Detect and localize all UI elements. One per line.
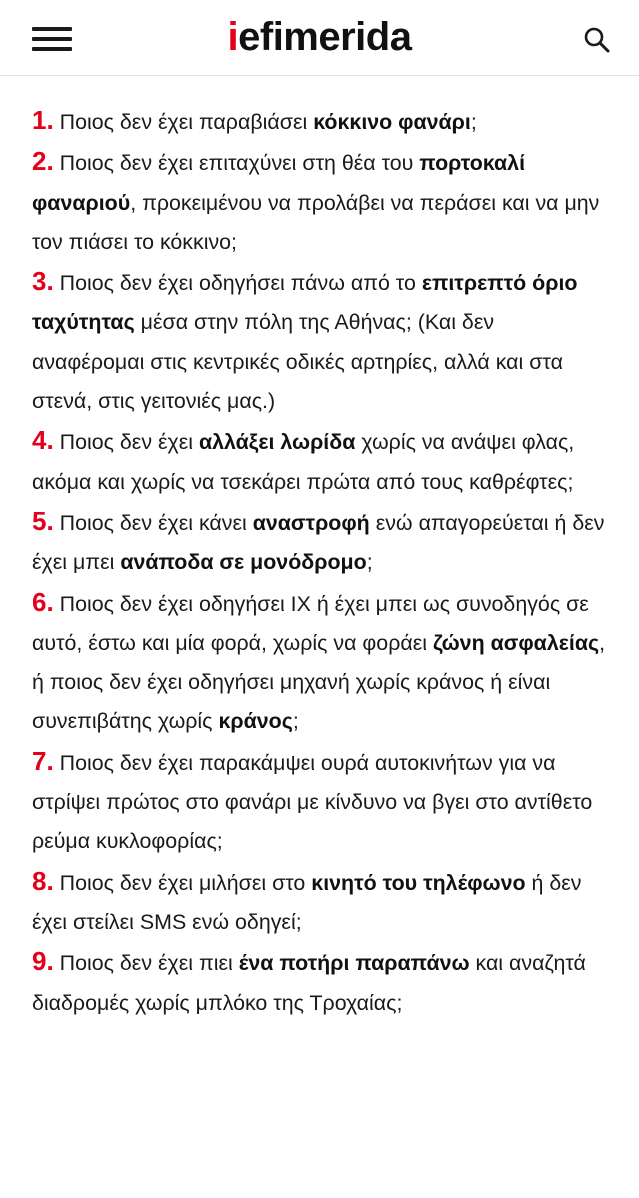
item-number: 8. [32, 865, 54, 896]
item-text: ή δεν έχει στείλει SMS ενώ οδηγεί; [32, 870, 582, 934]
item-text: ενώ απαγορεύεται ή δεν έχει μπει [32, 510, 605, 575]
item-text: Ποιος δεν έχει παρακάμψει ουρά αυτοκινήτων για να στρίψει πρώτος στο φανάρι με κίνδυνο να βγει στο αντίθετο ρεύμα κυκλοφορίας; [32, 750, 593, 854]
list-item [32, 262, 612, 421]
item-number: 6. [32, 586, 54, 617]
item-text: Ποιος δεν έχει [59, 430, 199, 455]
item-emphasis: αναστροφή [252, 510, 370, 535]
item-number: 7. [32, 745, 54, 776]
item-text: Ποιος δεν έχει επιταχύνει στη θέα του [59, 151, 420, 176]
item-text: , ή ποιος δεν έχει οδηγήσει μηχανή χωρίς κράνος ή είναι συνεπιβάτης χωρίς [32, 630, 606, 734]
item-emphasis: πορτοκαλί φαναριού [32, 151, 526, 215]
item-emphasis: κράνος [218, 709, 293, 734]
item-number: 4. [32, 425, 54, 456]
list-item [32, 942, 612, 1023]
list-item [32, 502, 612, 583]
item-text: ; [470, 110, 477, 134]
logo-prefix: i [227, 15, 239, 59]
item-number: 2. [32, 146, 54, 177]
article-body [32, 101, 612, 1023]
item-text: και αναζητά διαδρομές χωρίς μπλόκο της Τροχαίας; [32, 951, 586, 1015]
item-emphasis: κόκκινο φανάρι [313, 110, 471, 134]
item-number: 1. [32, 105, 54, 135]
item-emphasis: κινητό του τηλέφωνο [311, 870, 526, 895]
item-number: 5. [32, 505, 54, 536]
item-text: χωρίς να ανάψει φλας, ακόμα και χωρίς να τσεκάρει πρώτα από τους καθρέφτες; [32, 430, 575, 494]
search-icon[interactable] [582, 25, 612, 55]
logo-name: efimerida [238, 15, 412, 59]
item-number: 9. [32, 946, 54, 977]
item-text: Ποιος δεν έχει κάνει [59, 510, 253, 535]
item-emphasis: επιτρεπτό όριο ταχύτητας [32, 271, 578, 335]
item-emphasis: ζώνη ασφαλείας [432, 630, 600, 655]
item-text: ; [292, 709, 299, 734]
search-icon-graphic [582, 25, 612, 55]
item-text: , προκειμένου να προλάβει να περάσει και να μην τον πιάσει το κόκκινο; [32, 190, 600, 254]
list-item [32, 862, 612, 943]
item-text: ; [366, 550, 373, 575]
site-header [0, 0, 639, 76]
item-text: Ποιος δεν έχει οδηγήσει πάνω από το [59, 271, 422, 296]
list-item [32, 742, 612, 862]
list-item [32, 101, 612, 142]
item-text: Ποιος δεν έχει παραβιάσει [59, 110, 314, 134]
item-emphasis: ένα ποτήρι παραπάνω [238, 951, 470, 976]
list-item [32, 421, 612, 502]
item-emphasis: ανάποδα σε μονόδρομο [120, 550, 367, 575]
site-logo[interactable] [0, 14, 639, 60]
item-emphasis: αλλάξει λωρίδα [198, 430, 356, 455]
item-text: μέσα στην πόλη της Αθήνας; (Και δεν αναφέρομαι στις κεντρικές οδικές αρτηρίες, αλλά και στα στενά, στις γειτονιές μας.) [32, 310, 563, 414]
list-item [32, 583, 612, 742]
list-item [32, 142, 612, 262]
item-text: Ποιος δεν έχει πιει [59, 951, 239, 976]
item-text: Ποιος δεν έχει οδηγήσει ΙΧ ή έχει μπει ως συνοδηγός σε αυτό, έστω και μία φορά, χωρίς να φοράει [32, 591, 589, 655]
item-number: 3. [32, 266, 54, 297]
item-text: Ποιος δεν έχει μιλήσει στο [59, 870, 312, 895]
